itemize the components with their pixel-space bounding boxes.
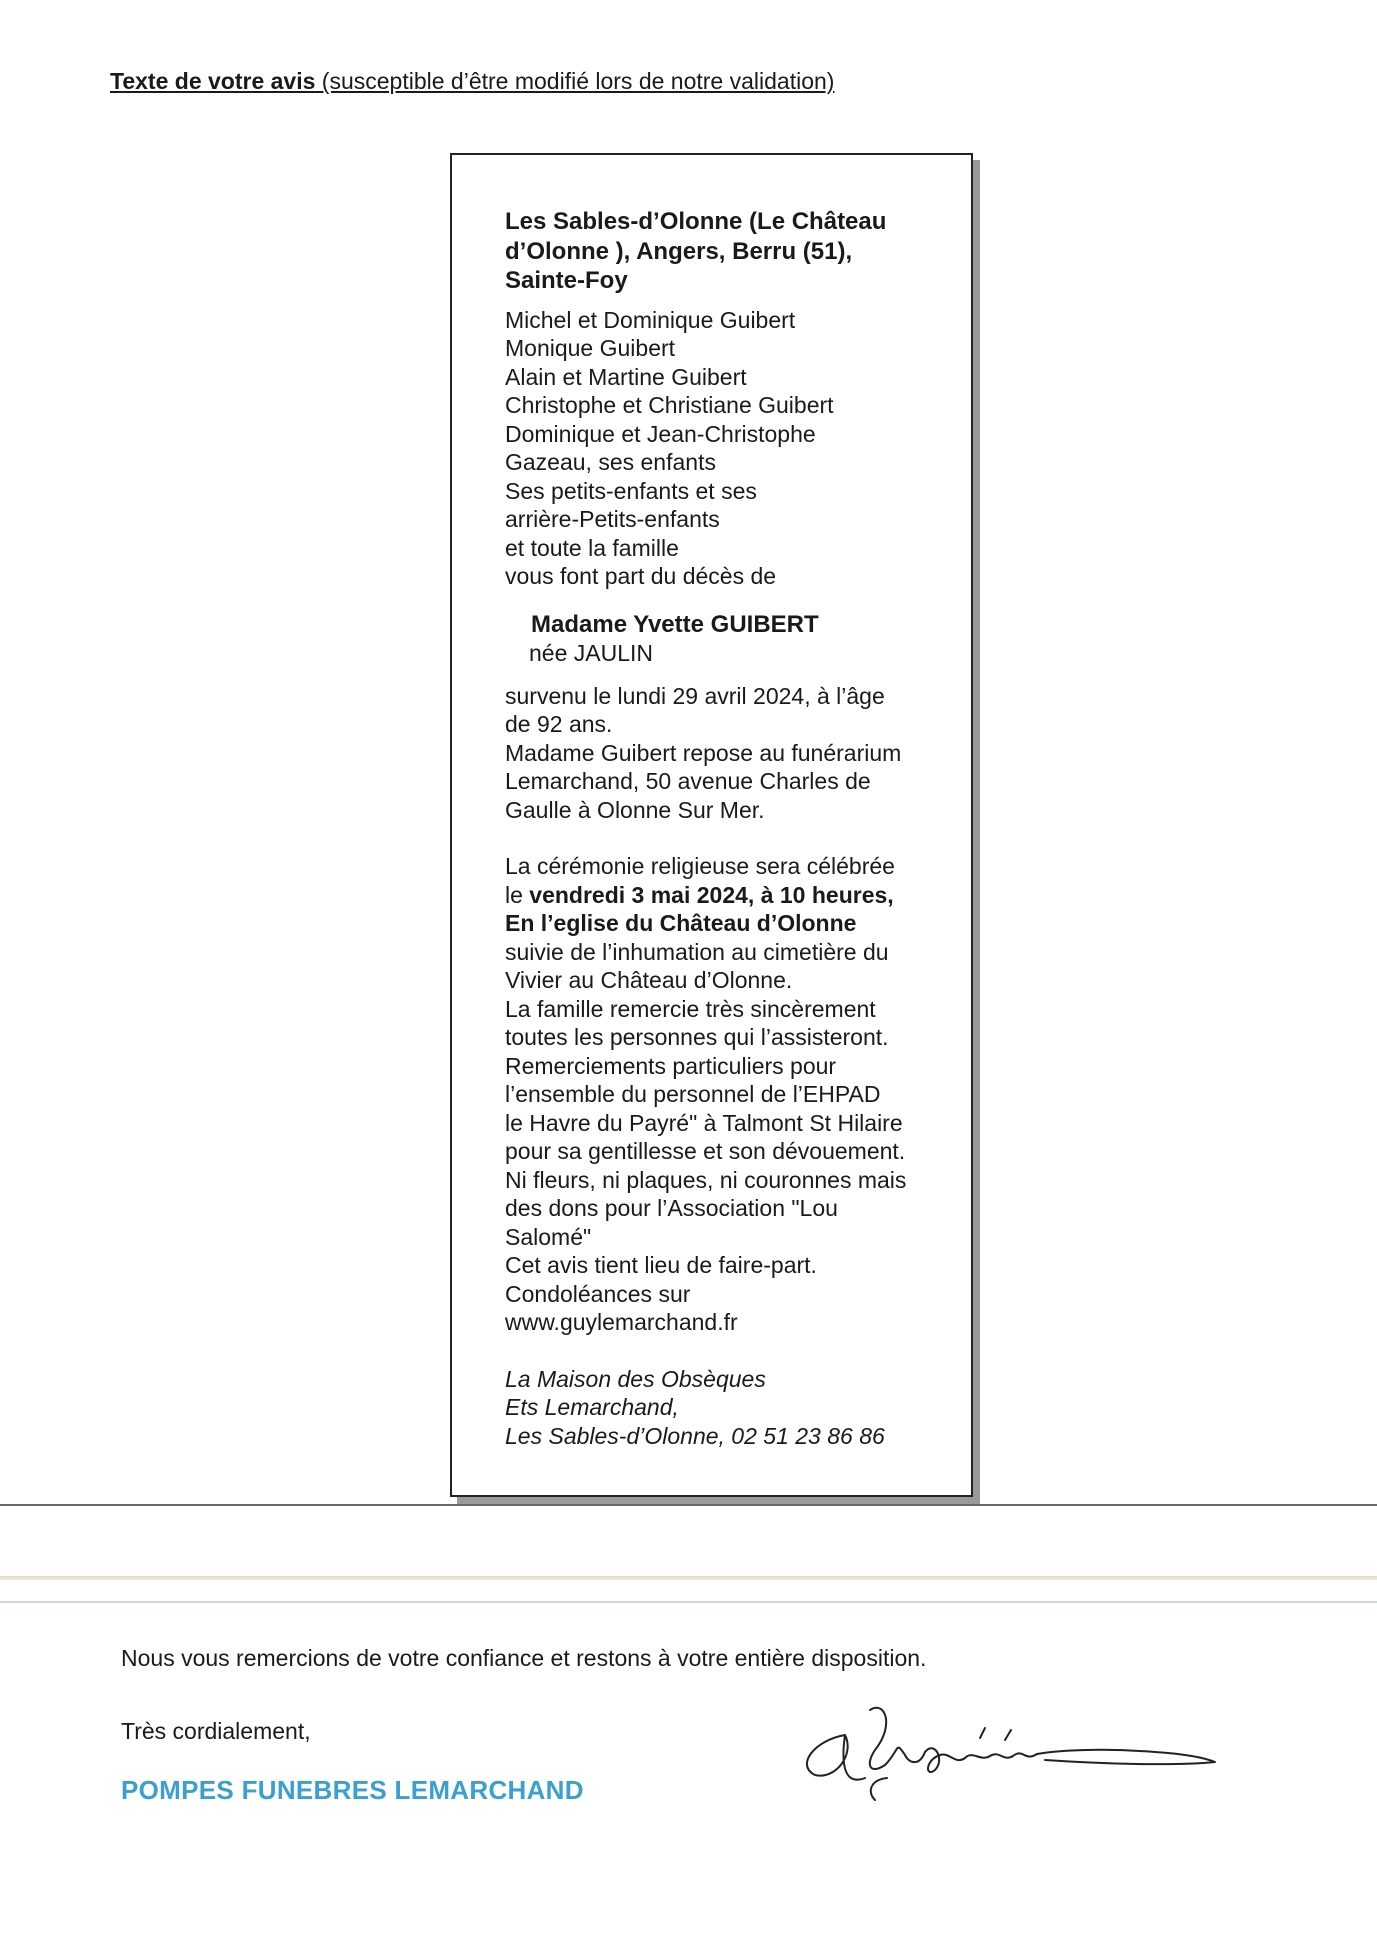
obituary-notice-content	[505, 207, 945, 1450]
deceased-name: Madame Yvette GUIBERT	[531, 610, 819, 638]
family-line: arrière-Petits-enfants	[505, 506, 720, 532]
family-line: Alain et Martine Guibert	[505, 363, 747, 390]
death-line: Lemarchand, 50 avenue Charles de	[505, 768, 871, 794]
closing-text: Nous vous remercions de votre confiance et restons à votre entière disposition.	[121, 1645, 927, 1671]
death-line: Gaulle à Olonne Sur Mer.	[505, 796, 765, 823]
after-line: l’ensemble du personnel de l’EHPAD	[505, 1081, 881, 1107]
death-line: de 92 ans.	[505, 711, 613, 737]
page-heading	[110, 68, 834, 95]
family-line: et toute la famille	[505, 534, 679, 561]
after-line: Cet avis tient lieu de faire-part.	[505, 1252, 817, 1278]
regards-text: Très cordialement,	[121, 1718, 311, 1744]
after-line: Ni fleurs, ni plaques, ni couronnes mais	[505, 1166, 907, 1193]
website-text: www.guylemarchand.fr	[505, 1309, 738, 1335]
ceremony-details	[505, 852, 945, 1337]
after-line: pour sa gentillesse et son dévouement.	[505, 1138, 906, 1164]
death-line: survenu le lundi 29 avril 2024, à l’âge	[505, 682, 885, 709]
heading-bold: Texte de votre avis	[110, 68, 316, 94]
after-line: Salomé"	[505, 1223, 592, 1250]
divider	[0, 1601, 1377, 1603]
deceased-block	[531, 611, 945, 668]
divider	[0, 1504, 1377, 1506]
family-line: Monique Guibert	[505, 335, 676, 361]
divider	[0, 1576, 1377, 1580]
ceremony-le: le	[505, 881, 530, 908]
location-line: Sainte-Foy	[505, 267, 628, 294]
deceased-birth-name: née JAULIN	[529, 640, 654, 666]
signature-line: Ets Lemarchand,	[505, 1394, 679, 1420]
ceremony-date-line	[505, 881, 945, 910]
ceremony-place: En l’eglise du Château d’Olonne	[505, 910, 857, 936]
ceremony-intro: La cérémonie religieuse sera célébrée	[505, 853, 895, 879]
notice-locations	[505, 207, 945, 296]
after-line: La famille remercie très sincèrement	[505, 995, 876, 1022]
after-line: suivie de l’inhumation au cimetière du	[505, 938, 889, 965]
ceremony-date: vendredi 3 mai 2024, à 10 heures,	[529, 881, 894, 908]
after-line: Remerciements particuliers pour	[505, 1052, 837, 1079]
family-line: vous font part du décès de	[505, 563, 777, 589]
after-line: des dons pour l’Association "Lou	[505, 1195, 838, 1221]
family-line: Dominique et Jean-Christophe	[505, 420, 816, 447]
funeral-home-signature	[505, 1365, 945, 1451]
family-line: Gazeau, ses enfants	[505, 449, 716, 475]
death-line: Madame Guibert repose au funérarium	[505, 739, 902, 766]
after-line: toutes les personnes qui l’assisteront.	[505, 1024, 889, 1050]
family-list	[505, 306, 945, 591]
handwritten-signature	[775, 1680, 1235, 1810]
after-line: Vivier au Château d’Olonne.	[505, 967, 793, 993]
signature-line: Les Sables-d’Olonne, 02 51 23 86 86	[505, 1422, 885, 1449]
family-line: Michel et Dominique Guibert	[505, 306, 796, 333]
location-line: d’Olonne ), Angers, Berru (51),	[505, 237, 853, 265]
company-name: POMPES FUNEBRES LEMARCHAND	[121, 1775, 584, 1805]
location-line: Les Sables-d’Olonne (Le Château	[505, 208, 887, 235]
heading-note: (susceptible d’être modifié lors de notre validation)	[315, 68, 835, 94]
family-line: Ses petits-enfants et ses	[505, 477, 757, 504]
after-line: le Havre du Payré" à Talmont St Hilaire	[505, 1109, 903, 1136]
after-line: Condoléances sur	[505, 1280, 691, 1307]
signature-line: La Maison des Obsèques	[505, 1365, 766, 1392]
death-details	[505, 682, 945, 825]
obituary-notice-box	[450, 153, 973, 1497]
family-line: Christophe et Christiane Guibert	[505, 392, 834, 418]
spacer	[505, 824, 945, 852]
